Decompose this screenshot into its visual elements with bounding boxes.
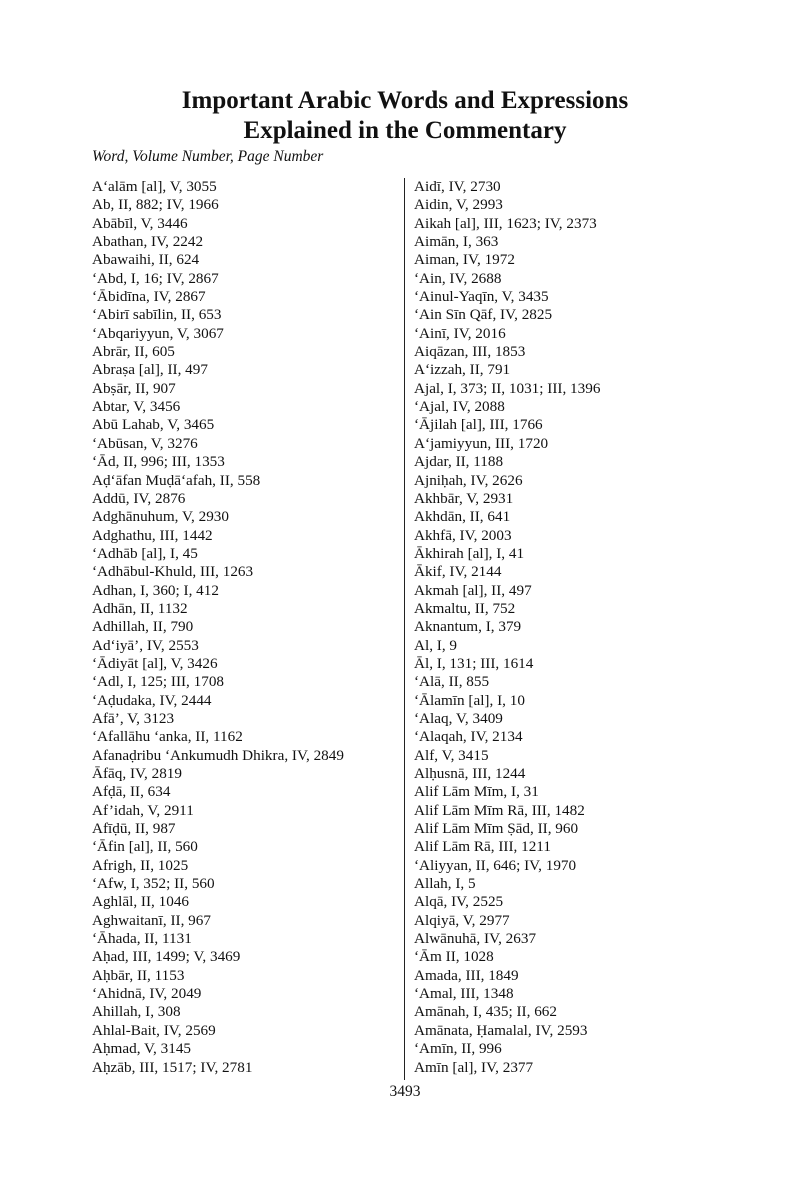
index-entry: ‘Alaq, V, 3409: [414, 709, 503, 727]
index-entry: Ajdar, II, 1188: [414, 453, 504, 471]
index-entry: Akmaltu, II, 752: [414, 599, 516, 617]
index-entry: Ab, II, 882; IV, 1966: [92, 196, 219, 214]
index-entry: Ajal, I, 373; II, 1031; III, 1396: [414, 379, 601, 397]
index-entry: Aiman, IV, 1972: [414, 251, 515, 269]
index-entry: Alḥusnā, III, 1244: [414, 765, 526, 782]
index-entry: Aiqāzan, III, 1853: [414, 343, 526, 361]
index-entry: Amada, III, 1849: [414, 966, 519, 984]
index-entry: Ad‘iyā’, IV, 2553: [92, 636, 199, 654]
index-entry: Alif Lām Mīm Rā, III, 1482: [414, 801, 585, 819]
index-entry: Akhbār, V, 2931: [414, 489, 514, 507]
index-entry: Āfāq, IV, 2819: [92, 765, 182, 782]
index-entry: ‘Abd, I, 16; IV, 2867: [92, 269, 219, 287]
index-entry: Amīn [al], IV, 2377: [414, 1058, 534, 1076]
index-entry: Afanaḍribu ‘Ankumudh Dhikra, IV, 2849: [92, 746, 344, 764]
index-entry: Aidī, IV, 2730: [414, 178, 501, 195]
index-entry: A‘jamiyyun, III, 1720: [414, 434, 549, 452]
index-entry: Alwānuhā, IV, 2637: [414, 930, 537, 948]
index-entry: Alqā, IV, 2525: [414, 893, 504, 911]
index-entry: ‘Ām II, 1028: [414, 948, 494, 966]
index-entry: Akhdān, II, 641: [414, 508, 511, 526]
index-entry: ‘Ahidnā, IV, 2049: [92, 985, 202, 1003]
index-entry: Aimān, I, 363: [414, 233, 499, 251]
index-entry: ‘Amal, III, 1348: [414, 985, 514, 1003]
index-entry: Alif Lām Rā, III, 1211: [414, 838, 551, 856]
index-entry: Amānata, Ḥamalal, IV, 2593: [414, 1021, 588, 1039]
page-number: 3493: [389, 1083, 421, 1100]
index-entry: ‘Afw, I, 352; II, 560: [92, 875, 215, 893]
index-entry: Allah, I, 5: [414, 875, 476, 893]
index-entry: ‘Ābidīna, IV, 2867: [92, 288, 206, 306]
index-entry: ‘Abūsan, V, 3276: [92, 434, 198, 452]
index-entry: A‘izzah, II, 791: [414, 361, 511, 379]
index-entry: Akmah [al], II, 497: [414, 581, 532, 599]
index-entry: ‘Ain Sīn Qāf, IV, 2825: [414, 306, 553, 324]
index-entry: ‘Adhāb [al], I, 45: [92, 544, 198, 562]
index-entry: ‘Afallāhu ‘anka, II, 1162: [92, 728, 243, 746]
column-divider: [404, 178, 405, 1080]
right-column: [414, 178, 774, 1077]
index-entry: ‘Aliyyan, II, 646; IV, 1970: [414, 856, 577, 874]
title-line-2: Explained in the Commentary: [243, 117, 567, 144]
index-entry: Abābīl, V, 3446: [92, 214, 188, 232]
index-entry: ‘Ādiyāt [al], V, 3426: [92, 654, 218, 672]
index-entry: Akhfā, IV, 2003: [414, 526, 512, 544]
index-entry: Adhillah, II, 790: [92, 618, 194, 636]
index-entry: ‘Ain, IV, 2688: [414, 269, 502, 287]
index-entry: Abathan, IV, 2242: [92, 233, 204, 251]
index-entry: Alf, V, 3415: [414, 746, 489, 764]
index-entry: Ākif, IV, 2144: [414, 563, 502, 581]
index-entry: Alqiyā, V, 2977: [414, 911, 510, 929]
index-entry: Ahillah, I, 308: [92, 1003, 181, 1021]
index-entry: Abraṣa [al], II, 497: [92, 361, 208, 379]
index-entry: Aḥad, III, 1499; V, 3469: [92, 948, 241, 966]
index-entry: Aḍ‘āfan Muḍā‘afah, II, 558: [92, 471, 261, 489]
index-entry: Abtar, V, 3456: [92, 398, 181, 416]
index-entry: Ajniḥah, IV, 2626: [414, 471, 523, 489]
index-entry: Abawaihi, II, 624: [92, 251, 200, 269]
index-entry: Abrār, II, 605: [92, 343, 175, 361]
index-entry: Ahlal-Bait, IV, 2569: [92, 1021, 216, 1039]
index-entry: ‘Aḍudaka, IV, 2444: [92, 691, 212, 709]
index-entry: Ākhirah [al], I, 41: [414, 544, 525, 562]
title-line-1: Important Arabic Words and Expressions: [181, 87, 629, 114]
index-entry: ‘Āhada, II, 1131: [92, 930, 192, 948]
index-entry: Alif Lām Mīm Ṣād, II, 960: [414, 820, 579, 838]
index-entry: ‘Ālamīn [al], I, 10: [414, 691, 525, 709]
index-entry: Af’idah, V, 2911: [92, 801, 194, 819]
index-entry: Alif Lām Mīm, I, 31: [414, 783, 539, 801]
index-entry: Aghlāl, II, 1046: [92, 893, 190, 911]
page-title: [0, 86, 810, 146]
index-entry: Aḥbār, II, 1153: [92, 966, 185, 984]
index-entry: Afā’, V, 3123: [92, 709, 175, 727]
index-entry: Afrigh, II, 1025: [92, 856, 189, 874]
index-entry: ‘Ād, II, 996; III, 1353: [92, 453, 225, 471]
index-entry: ‘Adhābul-Khuld, III, 1263: [92, 563, 254, 581]
left-column: [92, 178, 397, 1077]
index-entry: Amānah, I, 435; II, 662: [414, 1003, 557, 1021]
index-entry: ‘Amīn, II, 996: [414, 1040, 502, 1058]
index-entry: Aknantum, I, 379: [414, 618, 522, 636]
index-entry: ‘Āfin [al], II, 560: [92, 838, 198, 856]
index-entry: Aḥmad, V, 3145: [92, 1040, 192, 1058]
index-entry: Adghathu, III, 1442: [92, 526, 213, 544]
index-entry: Aidin, V, 2993: [414, 196, 503, 214]
index-entry: ‘Ajal, IV, 2088: [414, 398, 505, 416]
column-legend: Word, Volume Number, Page Number: [92, 148, 324, 165]
index-entry: ‘Alaqah, IV, 2134: [414, 728, 523, 746]
index-entry: Āl, I, 131; III, 1614: [414, 654, 534, 672]
index-entry: ‘Ainul-Yaqīn, V, 3435: [414, 288, 549, 306]
index-entry: ‘Alā, II, 855: [414, 673, 490, 691]
index-entry: Adhan, I, 360; I, 412: [92, 581, 219, 599]
index-entry: Aikah [al], III, 1623; IV, 2373: [414, 214, 597, 232]
index-entry: A‘alām [al], V, 3055: [92, 178, 217, 195]
index-entry: ‘Abqariyyun, V, 3067: [92, 324, 224, 342]
index-entry: Aḥzāb, III, 1517; IV, 2781: [92, 1058, 253, 1076]
index-entry: ‘Ājilah [al], III, 1766: [414, 416, 543, 434]
index-entry: Abṣār, II, 907: [92, 379, 176, 397]
index-entry: Afīḍū, II, 987: [92, 820, 176, 838]
index-entry: ‘Ainī, IV, 2016: [414, 324, 506, 342]
index-entry: Addū, IV, 2876: [92, 489, 186, 507]
index-entry: Abū Lahab, V, 3465: [92, 416, 215, 434]
index-entry: Adghānuhum, V, 2930: [92, 508, 229, 526]
index-entry: Aghwaitanī, II, 967: [92, 911, 211, 929]
index-entry: Afḍā, II, 634: [92, 783, 171, 801]
index-entry: Al, I, 9: [414, 636, 458, 654]
index-entry: ‘Adl, I, 125; III, 1708: [92, 673, 225, 691]
index-entry: Adhān, II, 1132: [92, 599, 188, 617]
index-entry: ‘Abirī sabīlin, II, 653: [92, 306, 222, 324]
